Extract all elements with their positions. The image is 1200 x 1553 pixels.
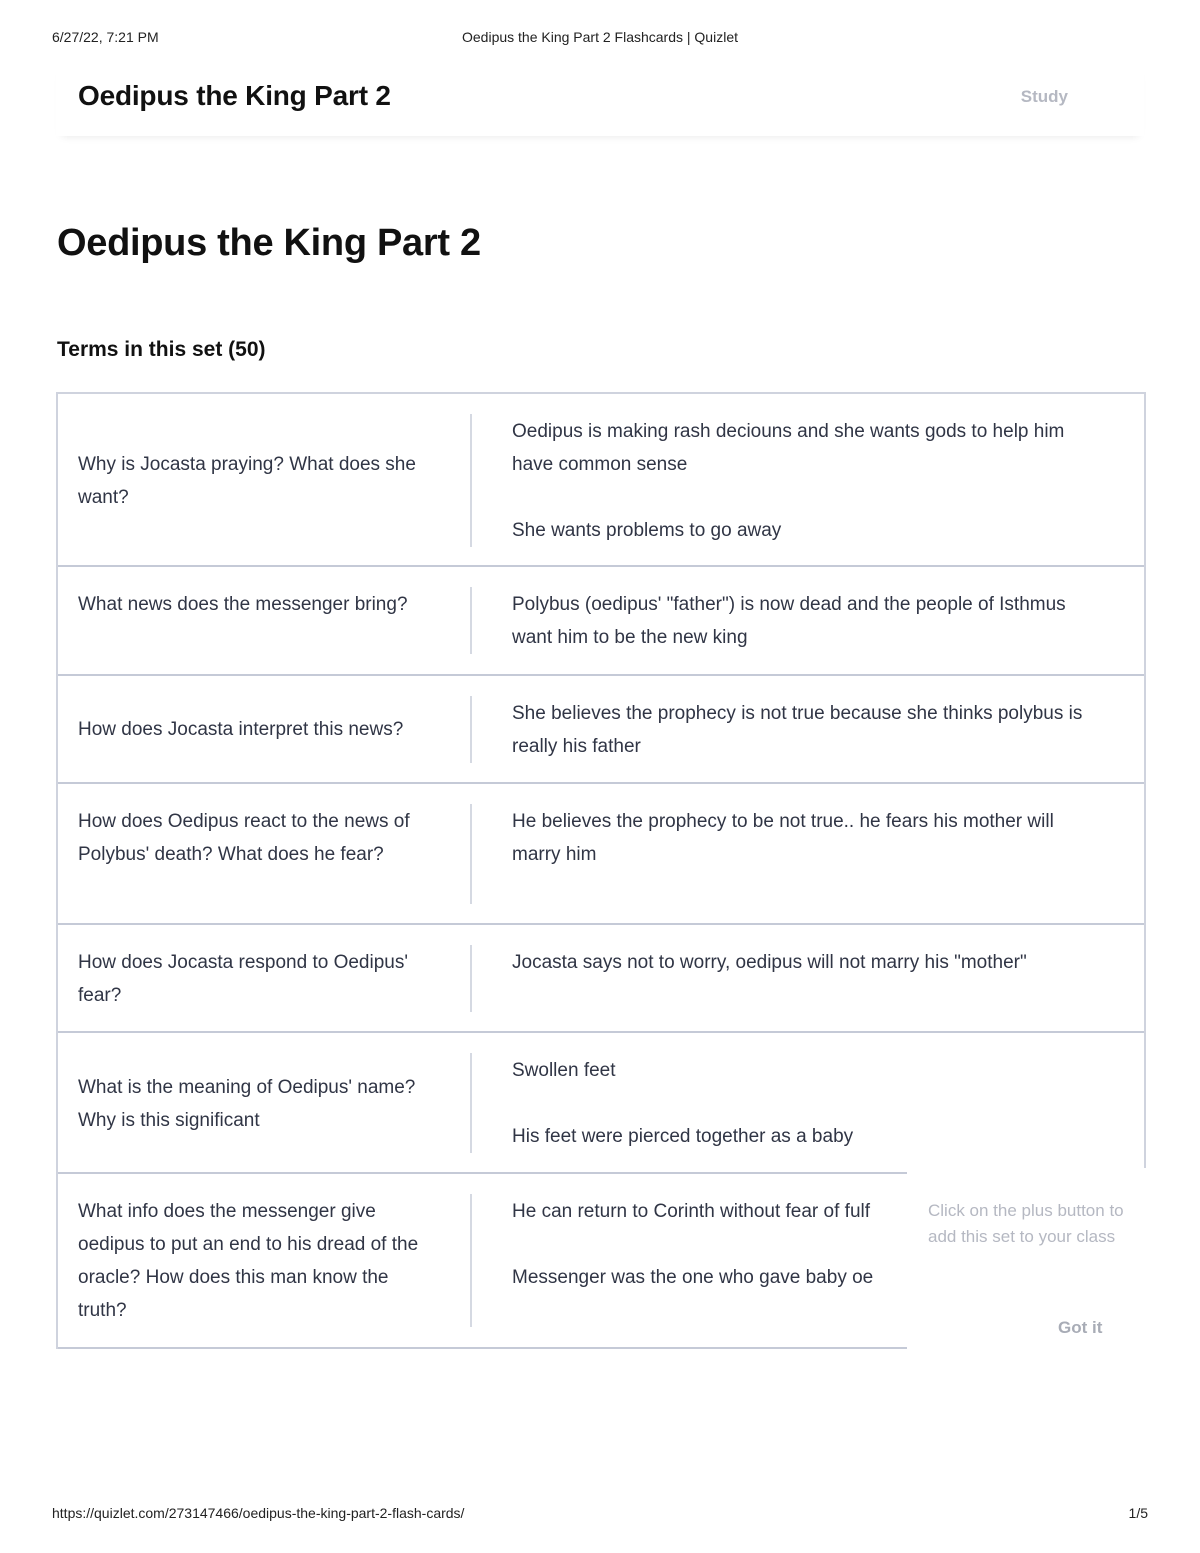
popover-message: Click on the plus button to add this set to your class: [928, 1201, 1124, 1246]
term-row: [58, 676, 1144, 784]
term-text: How does Jocasta respond to Oedipus' fear?: [78, 952, 408, 1006]
term-row: [58, 784, 1144, 925]
print-url: https://quizlet.com/273147466/oedipus-the-king-part-2-flash-cards/: [52, 1505, 465, 1521]
term-text: What news does the messenger bring?: [78, 594, 408, 615]
term-row: [58, 1033, 1144, 1174]
term-text: What is the meaning of Oedipus' name? Why is this significant: [78, 1077, 416, 1131]
study-link[interactable]: Study: [1020, 87, 1068, 106]
row-divider: [470, 945, 472, 1012]
print-page-number: 1/5: [1128, 1505, 1148, 1521]
row-divider: [470, 804, 472, 904]
terms-heading: Terms in this set (50): [57, 338, 266, 361]
definition-text: He can return to Corinth without fear of fulf Messenger was the one who gave baby oe: [512, 1201, 874, 1288]
term-text: How does Oedipus react to the news of Polybus' death? What does he fear?: [78, 811, 410, 865]
definition-text: He believes the prophecy to be not true.. he fears his mother will marry him: [512, 811, 1054, 865]
row-divider: [470, 414, 472, 547]
row-divider: [470, 1194, 472, 1327]
term-text: What info does the messenger give oedipus to put an end to his dread of the oracle? How does this man know the truth?: [78, 1201, 419, 1321]
row-divider: [470, 696, 472, 763]
term-row: [58, 925, 1144, 1033]
add-to-class-popover: [907, 1168, 1147, 1358]
row-divider: [470, 587, 472, 654]
print-title: Oedipus the King Part 2 Flashcards | Quizlet: [462, 29, 738, 45]
definition-text: Polybus (oedipus' "father") is now dead and the people of Isthmus want him to be the new king: [512, 594, 1066, 648]
term-text: How does Jocasta interpret this news?: [78, 719, 404, 740]
term-row: [58, 394, 1144, 567]
definition-text: Oedipus is making rash deciouns and she wants gods to help him have common sense She wants problems to go away: [512, 421, 1065, 541]
row-divider: [470, 1053, 472, 1153]
got-it-button[interactable]: Got it: [1058, 1318, 1103, 1337]
definition-text: Swollen feet His feet were pierced together as a baby: [512, 1060, 854, 1147]
page-title: Oedipus the King Part 2: [57, 222, 481, 264]
header-set-title: Oedipus the King Part 2: [78, 80, 391, 111]
term-text: Why is Jocasta praying? What does she want?: [78, 454, 416, 508]
definition-text: She believes the prophecy is not true because she thinks polybus is really his father: [512, 703, 1083, 757]
term-row: [58, 567, 1144, 676]
definition-text: Jocasta says not to worry, oedipus will not marry his "mother": [512, 952, 1027, 973]
site-header: [56, 62, 1144, 136]
print-date: 6/27/22, 7:21 PM: [52, 29, 159, 45]
